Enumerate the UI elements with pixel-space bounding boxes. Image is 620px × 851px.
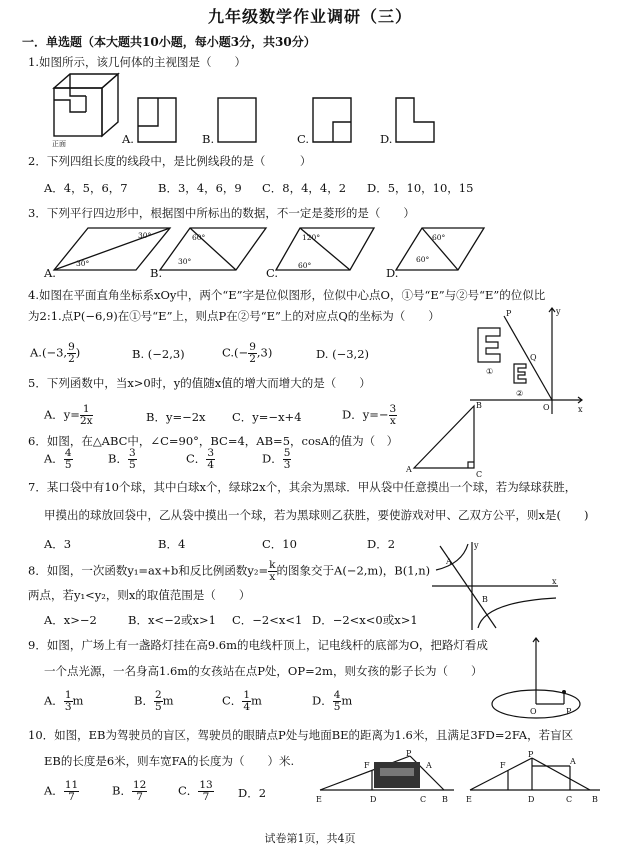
- q3-option-d[interactable]: D.: [386, 266, 399, 280]
- frac-num: 1: [243, 689, 250, 701]
- option-letter: C.: [222, 345, 235, 360]
- svg-text:正面: 正面: [52, 140, 66, 148]
- frac-den: 5: [64, 459, 72, 471]
- q8-label-x: x: [552, 577, 557, 586]
- q10-label-a: A: [426, 761, 432, 770]
- section-heading: 一．单选题（本大题共10小题，每小题3分，共30分）: [22, 35, 316, 49]
- q4-line1: 4.如图在平面直角坐标系xOy中，两个“E”字是位似图形，位似中心点O，①号“E”与②号“E”的位似比: [28, 288, 546, 302]
- q10-geo-label-c: C: [566, 795, 573, 804]
- frac-num: 12: [132, 779, 147, 791]
- frac-den: x: [269, 571, 276, 583]
- frac-den: 7: [202, 791, 210, 803]
- q8-option-d[interactable]: D．−2<x<0或x>1: [312, 613, 418, 627]
- unit: m: [251, 693, 262, 708]
- q6-option-c[interactable]: [186, 448, 215, 471]
- q7-line1: 7．某口袋中有10个球，其中白球x个，绿球2x个，其余为黑球．甲从袋中任意摸出一个球，若为绿球获胜，: [28, 480, 577, 494]
- q3-option-c[interactable]: C.: [266, 266, 279, 280]
- q6-option-d[interactable]: [262, 448, 291, 471]
- q9-line2: 一个点光源，一名身高1.6m的女孩站在点P处，OP=2m，则女孩的影子长为（ ）: [44, 664, 483, 678]
- q2-option-d[interactable]: D．5，10，10，15: [367, 181, 474, 195]
- q4-option-a[interactable]: A.(−3, $\frac{9}{2}$ ): [30, 341, 81, 365]
- frac-den: 5: [154, 701, 162, 713]
- q2-option-b[interactable]: B．3，4，6，9: [158, 181, 242, 195]
- q1-option-a[interactable]: A.: [122, 132, 134, 146]
- q2-option-c[interactable]: C．8，4，4，2: [262, 181, 347, 195]
- q8-label-y: y: [474, 541, 479, 550]
- q9-label-o: O: [530, 707, 537, 716]
- frac-den: 3: [283, 459, 291, 471]
- frac-den: 7: [68, 791, 75, 803]
- q4-label-o: O: [543, 403, 550, 412]
- frac-num: 4: [333, 689, 341, 701]
- unit: m: [341, 693, 353, 708]
- q1-option-c[interactable]: C.: [297, 132, 310, 146]
- q8-option-a[interactable]: A．x>−2: [44, 613, 97, 627]
- q1-option-d-shape: [394, 96, 436, 144]
- q10-option-d[interactable]: D．2: [238, 786, 267, 800]
- q3-angle-label: 60°: [298, 261, 312, 270]
- q7-option-b[interactable]: B．4: [158, 537, 186, 551]
- q6-label-b: B: [476, 401, 482, 410]
- frac-den: 3: [64, 701, 72, 713]
- q3-option-b[interactable]: B.: [150, 266, 163, 280]
- coord-part: −3,: [46, 345, 68, 360]
- q3-angle-label: 60°: [416, 255, 430, 264]
- frac-den: x: [389, 415, 396, 427]
- q6-option-b[interactable]: [108, 448, 137, 471]
- option-letter: A．: [44, 451, 64, 466]
- q7-option-a[interactable]: A．3: [44, 537, 72, 551]
- q4-label-q: Q: [530, 353, 537, 362]
- frac-num: 3: [128, 447, 136, 459]
- unit: m: [72, 693, 84, 708]
- option-prefix: D．y=−: [342, 407, 389, 422]
- q1-option-a-shape: [136, 96, 178, 144]
- q2-option-a[interactable]: A．4，5，6，7: [44, 181, 128, 195]
- q4-label-p: P: [506, 309, 512, 318]
- q8-label-b: B: [482, 595, 488, 604]
- frac-num: 3: [389, 403, 397, 415]
- q6-triangle-figure: [404, 398, 488, 478]
- q3-option-a[interactable]: A.: [44, 266, 56, 280]
- q10-label-d: D: [370, 795, 377, 804]
- q1-option-d[interactable]: D.: [380, 132, 393, 146]
- q4-option-b[interactable]: B. (−2,3): [132, 347, 185, 361]
- frac-den: 5: [333, 701, 341, 713]
- frac-num: 2: [154, 689, 162, 701]
- q1-option-c-shape: [311, 96, 353, 144]
- q4-label-1: ①: [486, 367, 494, 376]
- q10-geo-label-d: D: [528, 795, 535, 804]
- frac-den: 4: [207, 459, 214, 471]
- q4-line2: 为2:1.点P(−6,9)在①号“E”上，则点P在②号“E”上的对应点Q的坐标为（ ）: [28, 309, 440, 323]
- q9-streetlight-figure: [488, 634, 588, 724]
- frac-den: 2x: [79, 415, 93, 427]
- q1-option-b-shape: [216, 96, 258, 144]
- q8-label-a: A: [446, 557, 452, 566]
- q10-geometry-figure: [466, 752, 606, 806]
- q4-label-x: x: [578, 405, 583, 414]
- coord-part: −: [238, 345, 249, 360]
- option-prefix: A．y=: [44, 407, 80, 422]
- q5-stem: 5．下列函数中，当x>0时，y的值随x值的增大而增大的是（ ）: [28, 376, 371, 390]
- frac-num: 1: [64, 689, 72, 701]
- frac-num: 1: [80, 404, 93, 416]
- frac-num: 9: [249, 341, 256, 353]
- q7-option-c[interactable]: C．10: [262, 537, 297, 551]
- q10-geo-label-a: A: [570, 757, 576, 766]
- q5-option-d[interactable]: [342, 404, 397, 427]
- q9-option-b[interactable]: [134, 690, 174, 713]
- frac-num: 11: [64, 779, 79, 791]
- q5-option-b[interactable]: B．y=−2x: [146, 410, 206, 424]
- frac-den: 4: [243, 701, 250, 713]
- q3-stem: 3．下列平行四边形中，根据图中所标出的数据，不一定是菱形的是（ ）: [28, 206, 415, 220]
- option-letter: D．: [262, 451, 283, 466]
- q8-line1: [28, 560, 430, 583]
- q6-label-a: A: [406, 465, 412, 474]
- frac-num: 13: [199, 779, 213, 791]
- option-letter: C．: [178, 783, 199, 798]
- q4-option-d[interactable]: D. (−3,2): [316, 347, 370, 361]
- q10-label-e: E: [316, 795, 322, 804]
- option-letter: A．: [44, 693, 64, 708]
- q4-label-y: y: [556, 307, 561, 316]
- q6-option-a[interactable]: [44, 448, 73, 471]
- q3-angle-label: 60°: [192, 233, 206, 242]
- q8-graph-figure: [432, 540, 562, 632]
- q10-label-c: C: [420, 795, 427, 804]
- q10-car-figure: [312, 749, 462, 806]
- q10-option-c[interactable]: [178, 780, 214, 803]
- option-letter: B．: [112, 783, 132, 798]
- q8-text-a: 8．如图，一次函数y₁=ax+b和反比例函数y₂=: [28, 563, 269, 578]
- q9-label-p: P: [566, 707, 572, 716]
- q7-option-d[interactable]: D．2: [367, 537, 396, 551]
- q2-stem: 2．下列四组长度的线段中，是比例线段的是（ ）: [28, 154, 312, 168]
- q10-geo-label-b: B: [592, 795, 598, 804]
- q6-label-c: C: [476, 470, 483, 479]
- option-letter: B．: [134, 693, 154, 708]
- q9-line1: 9．如图，广场上有一盏路灯挂在高9.6m的电线杆顶上，记电线杆的底部为O，把路灯看成: [28, 638, 488, 652]
- q3-figures: [40, 224, 490, 276]
- q9-option-c[interactable]: [222, 690, 262, 713]
- frac-den: 2: [249, 353, 256, 365]
- page-footer: 试卷第1页，共4页: [264, 832, 356, 845]
- option-letter: C．: [222, 693, 243, 708]
- q8-line2: 两点，若y₁<y₂，则x的取值范围是（ ）: [28, 588, 251, 602]
- q10-option-a[interactable]: [44, 780, 79, 803]
- option-letter: C．: [186, 451, 207, 466]
- q4-label-2: ②: [516, 389, 524, 398]
- coord-part: ,3: [256, 345, 268, 360]
- frac-den: 5: [128, 459, 136, 471]
- frac-den: 7: [136, 791, 143, 803]
- frac-num: k: [269, 559, 276, 571]
- q10-label-p: P: [406, 749, 412, 758]
- option-letter: B．: [108, 451, 128, 466]
- q3-angle-label: 30°: [138, 231, 152, 240]
- option-letter: A.: [30, 345, 42, 360]
- q9-option-a[interactable]: [44, 690, 83, 713]
- q10-label-b: B: [442, 795, 448, 804]
- q3-angle-label: 30°: [178, 257, 192, 266]
- q10-geo-label-f: F: [500, 761, 506, 770]
- q10-geo-label-p: P: [528, 750, 534, 759]
- q7-line2: 甲摸出的球放回袋中，乙从袋中摸出一个球，若为黑球则乙获胜，要使游戏对甲、乙双方公平，则x是( ): [44, 508, 589, 522]
- q5-option-c[interactable]: C．y=−x+4: [232, 410, 302, 424]
- option-letter: A．: [44, 783, 64, 798]
- q10-option-b[interactable]: [112, 780, 147, 803]
- q10-line1: 10．如图，EB为驾驶员的盲区，驾驶员的眼睛点P处与地面BE的距离为1.6米，且满足3FD=2FA，若盲区: [28, 728, 574, 742]
- frac-den: 2: [68, 353, 75, 365]
- unit: m: [162, 693, 174, 708]
- q4-coordinate-figure: [470, 304, 590, 416]
- q1-option-b[interactable]: B.: [202, 132, 215, 146]
- frac-num: 9: [68, 341, 75, 353]
- frac-num: 5: [283, 447, 291, 459]
- q8-text-b: 的图象交于A(−2,m)，B(1,n): [276, 563, 431, 578]
- q10-label-f: F: [364, 761, 370, 770]
- q3-angle-label: 30°: [76, 259, 90, 268]
- q10-geo-label-e: E: [466, 795, 472, 804]
- q9-option-d[interactable]: [312, 690, 352, 713]
- option-letter: D．: [312, 693, 333, 708]
- frac-num: 4: [64, 447, 72, 459]
- page-title: 九年级数学作业调研（三）: [207, 7, 412, 26]
- frac-num: 3: [207, 447, 214, 459]
- q6-stem: 6．如图，在△ABC中，∠C=90°，BC=4，AB=5，cosA的值为（ ）: [28, 434, 399, 448]
- q1-solid-figure: [50, 70, 130, 148]
- q8-option-c[interactable]: C．−2<x<1: [232, 613, 303, 627]
- q5-option-a[interactable]: [44, 404, 93, 427]
- q8-option-b[interactable]: B．x<−2或x>1: [128, 613, 216, 627]
- q1-stem: 1.如图所示，该几何体的主视图是（ ）: [28, 55, 246, 69]
- q3-angle-label: 120°: [302, 233, 321, 242]
- q10-line2: EB的长度是6米，则车宽FA的长度为（ ）米.: [44, 754, 295, 768]
- q3-angle-label: 60°: [432, 233, 446, 242]
- q4-option-c[interactable]: C.(− $\frac{9}{2}$ ,3): [222, 341, 273, 365]
